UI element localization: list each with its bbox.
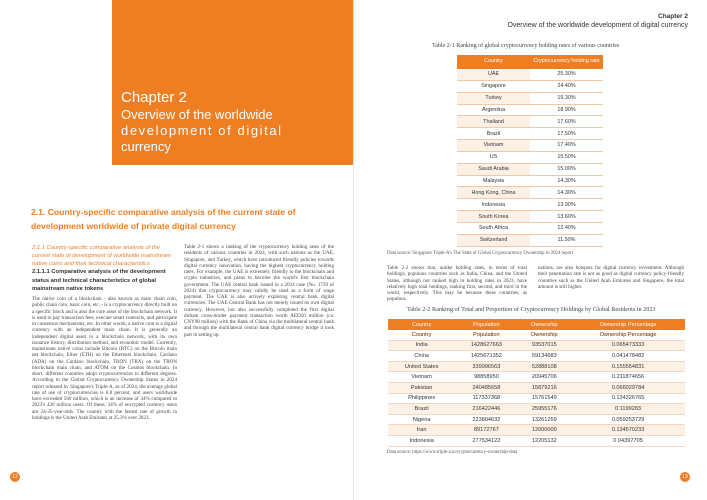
table-cell: Hong Kong, China — [457, 187, 530, 199]
table-cell: 1428627663 — [455, 340, 517, 351]
table-cell: 59134683 — [518, 351, 572, 362]
page-number: 13 — [680, 472, 690, 482]
table-source: Data source: Singapore Triple-A's The State of Global Cryptocurrency Ownership in 2024 report — [387, 251, 573, 256]
section-title: 2.1. Country-specific comparative analysis of the current state of development worldwide of private digital currency — [31, 207, 296, 231]
table-cell: 0.134326765 — [571, 393, 685, 404]
table-cell: 0.059253729 — [571, 414, 685, 425]
table-row — [388, 330, 685, 340]
table-row — [388, 435, 685, 446]
table-cell: Population — [455, 330, 517, 340]
table-cell: 25.30% — [530, 69, 603, 80]
table-row — [388, 382, 685, 393]
table-cell: 13261259 — [518, 414, 572, 425]
table-cell: 117337368 — [455, 393, 517, 404]
holdings-table — [388, 319, 685, 447]
table-cell: 0.041478482 — [571, 351, 685, 362]
table-header-row — [388, 319, 685, 330]
table-row — [457, 116, 603, 128]
table-caption: Table 2-1 Ranking of global cryptocurrency holding rates of various countries — [432, 43, 620, 49]
table-cell: Brazil — [388, 404, 455, 415]
body-text-column: nations, are also hotspots for digital currency investment. Although their penetration rate is not as good as digital currency policy-friendly countries such as the United Arab Emirates and Singapore, the total amount is still higher. — [538, 265, 684, 290]
table-cell: Vietnam — [388, 372, 455, 383]
table-row — [457, 175, 603, 187]
table-row — [457, 69, 603, 80]
table-cell: 24.40% — [530, 80, 603, 92]
subsection-heading: 2.1.1 Country-specific comparative analysis of the current state of development of worldwide mainstream native coins and their technical characteristics — [32, 245, 172, 267]
table-cell: 223804632 — [455, 414, 517, 425]
table-cell: Ownership Percentage — [571, 330, 685, 340]
table-cell: 98858950 — [455, 372, 517, 383]
table-cell: 15.50% — [530, 151, 603, 163]
table-cell: United States — [388, 361, 455, 372]
column-header: Cryptocurrency holding rate — [530, 55, 603, 69]
table-cell: UAE — [457, 69, 530, 80]
table-cell: South Korea — [457, 211, 530, 223]
table-row — [457, 222, 603, 234]
table-row — [388, 351, 685, 362]
table-header-row — [457, 55, 603, 69]
holding-rate-table — [457, 55, 603, 247]
table-cell: 12205132 — [518, 435, 572, 446]
table-cell: Brazil — [457, 128, 530, 140]
table-cell: 0.065473333 — [571, 340, 685, 351]
table-row — [457, 128, 603, 140]
table-source: Data source: https://www.triple-a.io/cryptocurrency-ownership-data — [387, 450, 518, 455]
chapter-title-line: development of digital — [121, 123, 283, 138]
table-cell: Indonesia — [388, 435, 455, 446]
table-cell: China — [388, 351, 455, 362]
running-header-chapter: Chapter 2 — [658, 13, 688, 20]
table-cell: Philippines — [388, 393, 455, 404]
table-cell: 0.155554831 — [571, 361, 685, 372]
table-cell: Nigeria — [388, 414, 455, 425]
table-cell: 15.00% — [530, 163, 603, 175]
column-header: Country — [457, 55, 530, 69]
chapter-title-line: currency — [121, 139, 171, 154]
table-cell: 1425671352 — [455, 351, 517, 362]
table-cell: 11.50% — [530, 234, 603, 246]
table-cell: 19.30% — [530, 92, 603, 104]
table-cell: 12.40% — [530, 222, 603, 234]
table-cell: Country — [388, 330, 455, 340]
table-cell: 52888108 — [518, 361, 572, 372]
table-cell: 15879216 — [518, 382, 572, 393]
table-row — [388, 414, 685, 425]
table-cell: 277534122 — [455, 435, 517, 446]
table-cell: 240485658 — [455, 382, 517, 393]
table-row — [388, 425, 685, 436]
table-row — [388, 372, 685, 383]
table-cell: Iran — [388, 425, 455, 436]
table-cell: 15761549 — [518, 393, 572, 404]
body-text-column: Table 2-1 shows a ranking of the cryptocurrency holding rates of the residents of various countries in 2024, with such nations as the UAE, Singapore, and Turkey, which have introduced friendly policies towards digital currency innovation, having the highest cryptocurrency holding rates. For example, the UAE is extremely friendly to the blockchain and crypto industries, and plans to become the world's first blockchain government. The UAE central bank issued in a 2024 case (No. 1739 of 2024) that cryptocurrency may validly be used as a form of wage payment. The UAE is also actively exploring central bank digital currencies. The UAE Central Bank has not merely issued its own digital currency. However, but also successfully completed the first digital dirham cross-border payment transaction worth AED50 million (ca. CNY98 million) with the Bank of China via the multilateral central bank and through the multilateral central bank digital currency bridge it took part in setting up. — [184, 244, 334, 338]
table-cell: 20945706 — [518, 372, 572, 383]
table-cell: 25955176 — [518, 404, 572, 415]
table-row — [457, 80, 603, 92]
table-row — [388, 404, 685, 415]
column-header: Country — [388, 319, 455, 330]
table-cell: Indonesia — [457, 199, 530, 211]
table-row — [457, 234, 603, 246]
table-row — [457, 104, 603, 116]
table-cell: US — [457, 151, 530, 163]
table-row — [388, 361, 685, 372]
table-cell: 17.40% — [530, 140, 603, 152]
table-cell: Vietnam — [457, 140, 530, 152]
table-cell: 14.30% — [530, 175, 603, 187]
table-body — [457, 69, 603, 246]
column-header: Ownership — [518, 319, 572, 330]
running-header-title: Overview of the worldwide development of digital currency — [507, 22, 688, 29]
table-cell: Singapore — [457, 80, 530, 92]
table-row — [388, 393, 685, 404]
table-cell: Turkey — [457, 92, 530, 104]
table-row — [457, 140, 603, 152]
table-cell: Malaysia — [457, 175, 530, 187]
table-cell: 0.1199283 — [571, 404, 685, 415]
table-cell: Pakistan — [388, 382, 455, 393]
table-cell: South Africa — [457, 222, 530, 234]
table-cell: 0.04397705 — [571, 435, 685, 446]
table-cell: 0.134570233 — [571, 425, 685, 436]
table-cell: 216422446 — [455, 404, 517, 415]
table-cell: Ownership — [518, 330, 572, 340]
table-row — [457, 199, 603, 211]
table-cell: 0.066029784 — [571, 382, 685, 393]
table-cell: 17.50% — [530, 128, 603, 140]
table-cell: Switzerland — [457, 234, 530, 246]
table-cell: Argentina — [457, 104, 530, 116]
table-cell: 0.211874656 — [571, 372, 685, 383]
table-cell: 13.60% — [530, 211, 603, 223]
table-cell: 13.90% — [530, 199, 603, 211]
table-row — [457, 211, 603, 223]
table-row — [457, 187, 603, 199]
table-cell: 14.30% — [530, 187, 603, 199]
table-cell: 93537015 — [518, 340, 572, 351]
table-row — [457, 151, 603, 163]
body-text-column: The native coin of a blockchain - also known as main chain coin, public chain coin, basic coin, etc. - is a cryptocurrency directly built on a specific block and is also the core asset of the blockchain network. It is used to pay transaction fees, execute smart contracts, and participate in consensus mechanisms, etc. In other words, a native coin is a digital currency with an independent main chain. It is generally an independent digital asset in a blockchain network, with its own issuance history, distribution method, and economic model. Currently, mainstream native coins include Bitcoin (BTC) on the Bitcoin main net blockchain, Ether (ETH) on the Ethereum blockchain, Cardano (ADA) on the Cardano blockchain, TRON (TRX) on the TRON blockchain main chain, and ATOM on the Cosmos blockchain. In short, different countries adopt cryptocurrencies to different degrees. According to the Global Cryptocurrency Ownership Status in 2024 report released by Singapore's Triple-A, as of 2024, the average global rate of use of cryptocurrencies is 6.8 percent, and users worldwide have exceeded 560 million, which is an increase of 34% compared to 2023's 420 million users. Of these, 34% of encrypted currency users are 24-35-year-olds. The country with the fastest rate of growth in holdings is the United Arab Emirates at 25.3% over 2023. — [32, 296, 177, 421]
table-body — [388, 330, 685, 446]
body-text-column: Table 2-2 shows that, unlike holding rates, in terms of total holdings, populous countries such as India, China, and the United States, although not ranked high in holding rates in 2023, have relatively high total holdings, ranking first, second, and third in the world, respectively. This may be because these countries, as populous — [387, 265, 527, 303]
table-cell: 17.60% — [530, 116, 603, 128]
chapter-title — [121, 89, 349, 155]
table-row — [457, 92, 603, 104]
table-cell: 12000000 — [518, 425, 572, 436]
subsubsection-heading: 2.1.1.1 Comparative analysis of the development status and technical characteristics of global mainstream native tokens — [32, 269, 166, 292]
column-header: Population — [455, 319, 517, 330]
table-caption: Table 2-2 Ranking of Total and Proportion of Cryptocurrency Holdings by Global Residents in 2023 — [407, 306, 656, 313]
column-header: Ownership Percentage — [571, 319, 685, 330]
table-cell: 18.90% — [530, 104, 603, 116]
table-cell: Saudi Arabia — [457, 163, 530, 175]
table-row — [388, 340, 685, 351]
chapter-title-line: Chapter 2 — [121, 89, 187, 106]
table-cell: 339996563 — [455, 361, 517, 372]
table-cell: Thailand — [457, 116, 530, 128]
table-row — [457, 163, 603, 175]
table-cell: 89172767 — [455, 425, 517, 436]
table-cell: India — [388, 340, 455, 351]
chapter-title-line: Overview of the worldwide — [121, 107, 273, 122]
page-number: 12 — [10, 472, 20, 482]
